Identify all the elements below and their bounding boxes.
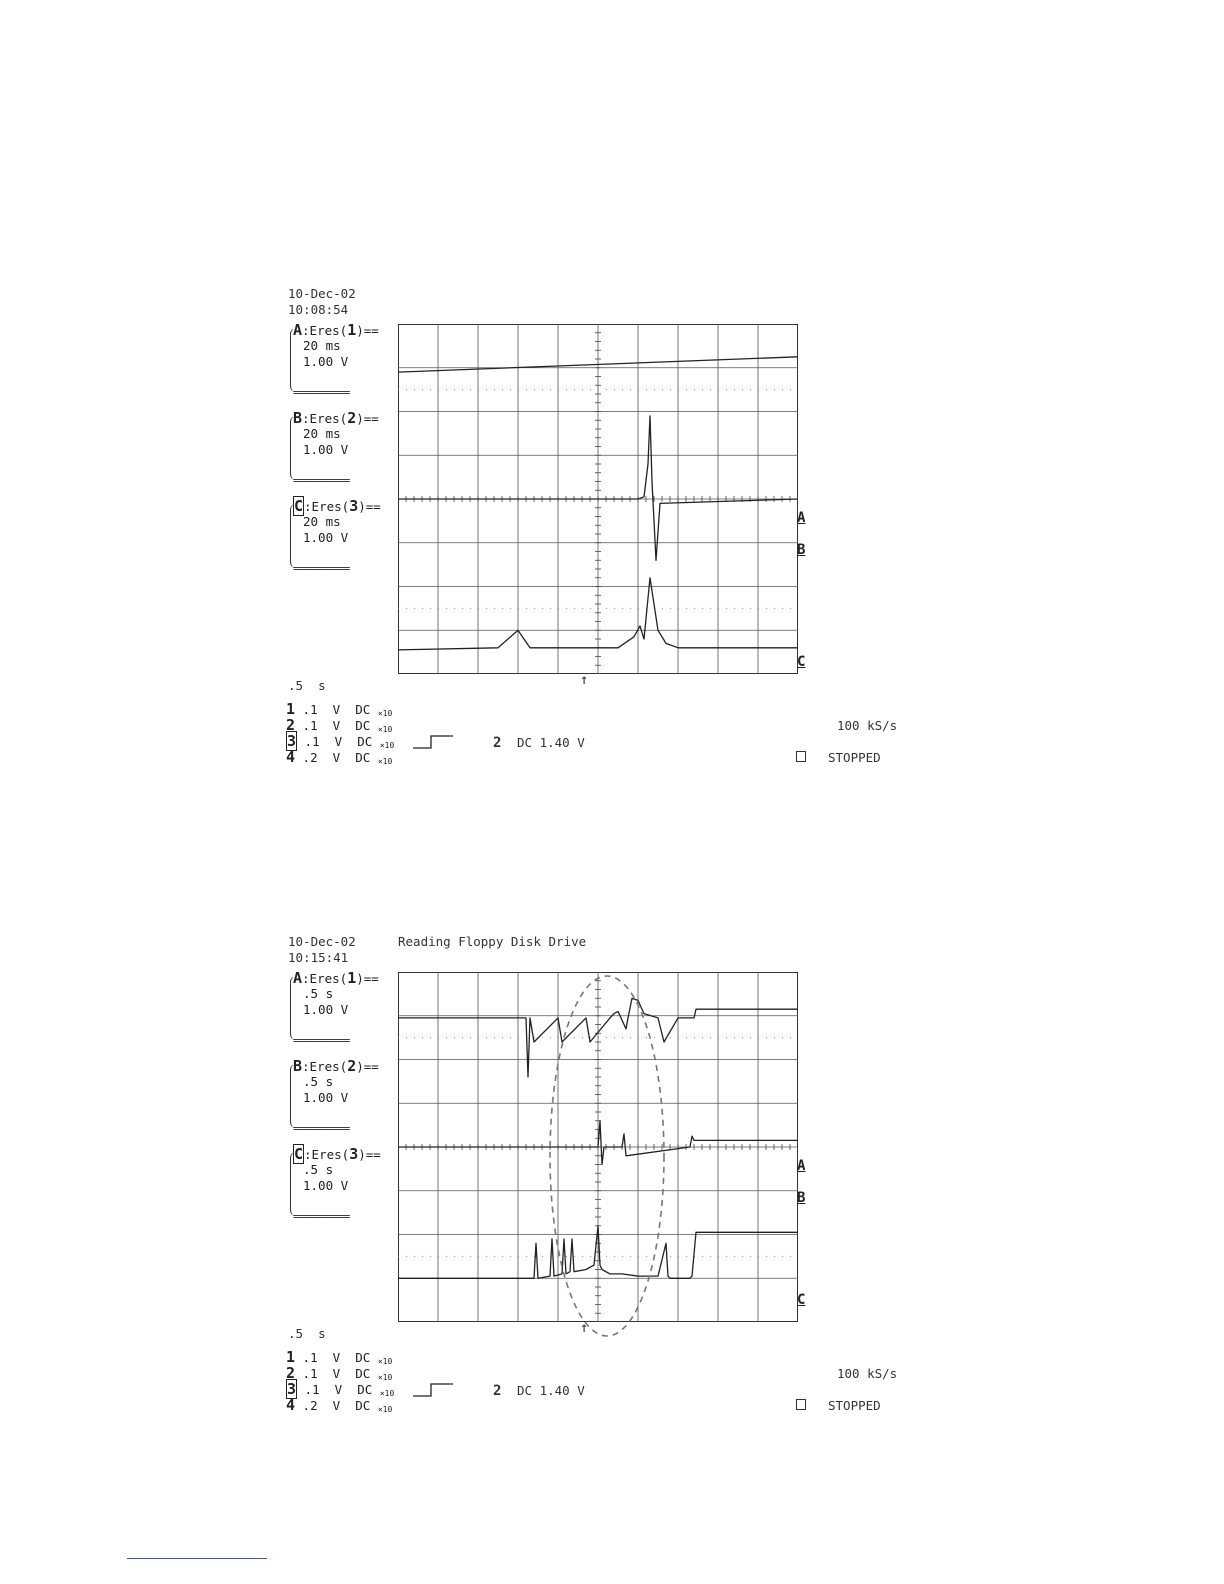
trace-c-time: .5 s bbox=[303, 1162, 334, 1177]
sample-rate: 100 kS/s bbox=[837, 718, 898, 733]
trace-box-a: A:Eres(1)== 20 ms 1.00 V ========== bbox=[290, 328, 383, 392]
trace-c-time: 20 ms bbox=[303, 514, 341, 529]
highlight-ellipse bbox=[545, 972, 670, 1342]
trigger-level: DC 1.40 V bbox=[517, 1383, 585, 1398]
channel-2-setting: 2 .1 V DC ×10 bbox=[286, 716, 393, 734]
channel-1-setting: 1 .1 V DC ×10 bbox=[286, 1348, 393, 1366]
trace-b-time: 20 ms bbox=[303, 426, 341, 441]
trigger-channel: 2 bbox=[493, 1383, 502, 1399]
stop-indicator-icon bbox=[796, 751, 806, 762]
marker-a: A bbox=[797, 1158, 806, 1174]
capture-title: Reading Floppy Disk Drive bbox=[398, 934, 587, 949]
trigger-position-arrow-icon: ↑ bbox=[580, 1320, 589, 1336]
channel-3-setting: 3 .1 V DC ×10 bbox=[287, 732, 395, 750]
trace-b-time: .5 s bbox=[303, 1074, 334, 1089]
stop-indicator-icon bbox=[796, 1399, 806, 1410]
trace-c-volts: 1.00 V bbox=[303, 530, 349, 545]
trace-box-c: C:Eres(3)== 20 ms 1.00 V ========== bbox=[290, 504, 383, 568]
capture-date: 10-Dec-02 bbox=[288, 286, 356, 301]
trace-c-volts: 1.00 V bbox=[303, 1178, 349, 1193]
marker-a: A bbox=[797, 510, 806, 526]
channel-4-setting: 4 .2 V DC ×10 bbox=[286, 748, 393, 766]
trace-box-a: A:Eres(1)== .5 s 1.00 V ========== bbox=[290, 976, 383, 1040]
rising-edge-trigger-icon bbox=[413, 734, 453, 750]
trace-a-volts: 1.00 V bbox=[303, 1002, 349, 1017]
trace-b-volts: 1.00 V bbox=[303, 1090, 349, 1105]
footnote-separator bbox=[127, 1558, 267, 1559]
channel-2-setting: 2 .1 V DC ×10 bbox=[286, 1364, 393, 1382]
trigger-level: DC 1.40 V bbox=[517, 735, 585, 750]
channel-4-setting: 4 .2 V DC ×10 bbox=[286, 1396, 393, 1414]
trace-box-b: B:Eres(2)== .5 s 1.00 V ========== bbox=[290, 1064, 383, 1128]
trigger-channel: 2 bbox=[493, 735, 502, 751]
trace-box-c: C:Eres(3)== .5 s 1.00 V ========== bbox=[290, 1152, 383, 1216]
rising-edge-trigger-icon bbox=[413, 1382, 453, 1398]
marker-c: C bbox=[797, 654, 806, 670]
channel-3-setting: 3 .1 V DC ×10 bbox=[287, 1380, 395, 1398]
scope-capture-1 bbox=[0, 280, 1224, 780]
marker-c: C bbox=[797, 1292, 806, 1308]
channel-1-setting: 1 .1 V DC ×10 bbox=[286, 700, 393, 718]
trace-box-b: B:Eres(2)== 20 ms 1.00 V ========== bbox=[290, 416, 383, 480]
trigger-position-arrow-icon: ↑ bbox=[580, 672, 589, 688]
scope-capture-2 bbox=[0, 928, 1224, 1428]
timebase: .5 s bbox=[288, 678, 326, 693]
trace-a-time: .5 s bbox=[303, 986, 334, 1001]
trace-a-volts: 1.00 V bbox=[303, 354, 349, 369]
trace-b-volts: 1.00 V bbox=[303, 442, 349, 457]
trace-a-time: 20 ms bbox=[303, 338, 341, 353]
acquisition-status: STOPPED bbox=[828, 750, 881, 765]
scope-grid bbox=[398, 324, 798, 674]
capture-date: 10-Dec-02 bbox=[288, 934, 356, 949]
capture-time: 10:15:41 bbox=[288, 950, 349, 965]
marker-b: B bbox=[797, 542, 806, 558]
marker-b: B bbox=[797, 1190, 806, 1206]
sample-rate: 100 kS/s bbox=[837, 1366, 898, 1381]
acquisition-status: STOPPED bbox=[828, 1398, 881, 1413]
timebase: .5 s bbox=[288, 1326, 326, 1341]
capture-time: 10:08:54 bbox=[288, 302, 349, 317]
